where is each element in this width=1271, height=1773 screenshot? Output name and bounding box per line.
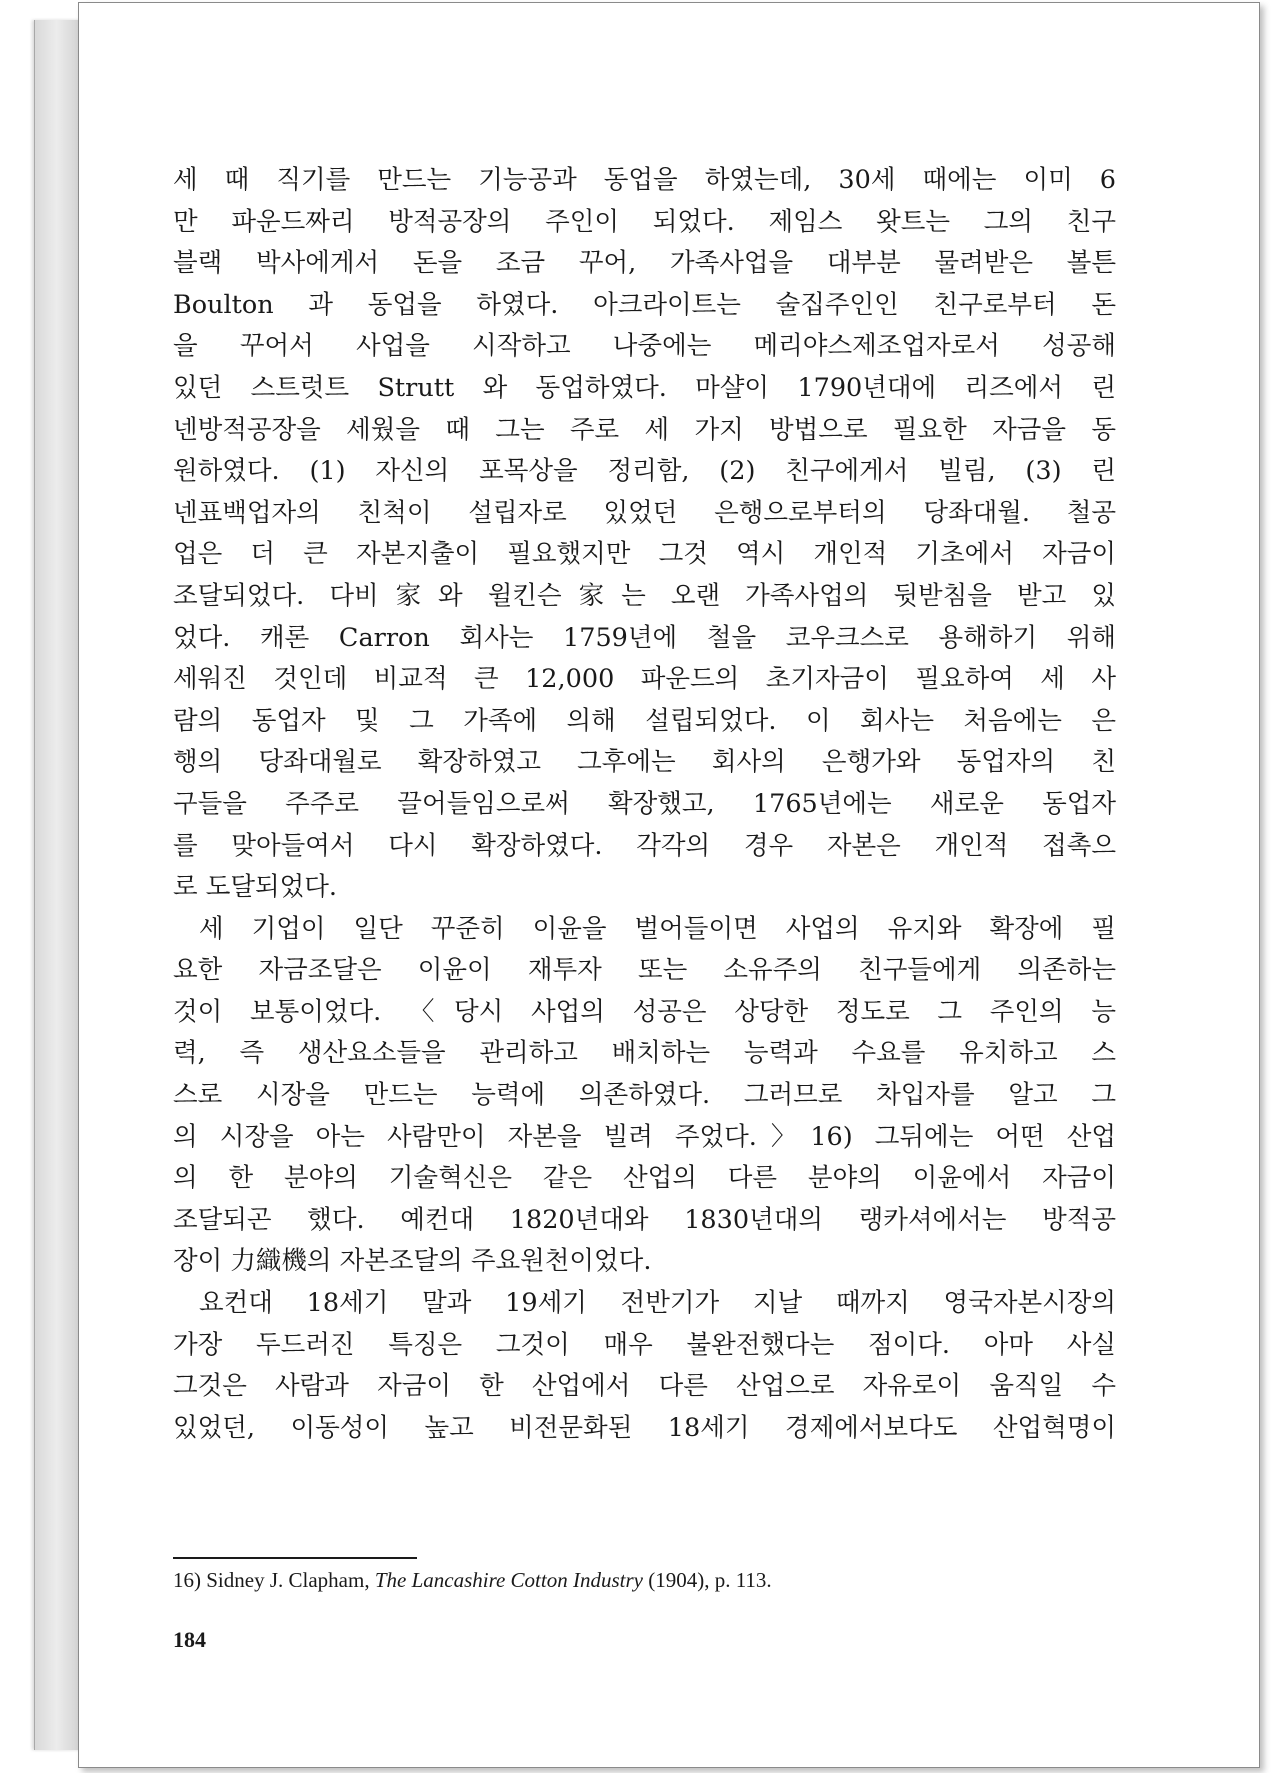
text-line: 조달되곤 했다. 예컨대 1820년대와 1830년대의 랭카셔에서는 방적공 [173,1204,1116,1235]
text-line: 블랙 박사에게서 돈을 조금 꾸어, 가족사업을 대부분 물려받은 볼튼 [173,248,1116,279]
text-line: 있던 스트럿트 Strutt 와 동업하였다. 마샬이 1790년대에 리즈에서 린 [173,372,1116,403]
text-line: 었다. 캐론 Carron 회사는 1759년에 철을 코우크스로 용해하기 위해 [173,622,1116,653]
text-line: 업은 더 큰 자본지출이 필요했지만 그것 역시 개인적 기초에서 자금이 [173,539,1116,570]
text-line: 조달되었다. 다비家와 윌킨슨家는 오랜 가족사업의 뒷받침을 받고 있 [173,580,1116,611]
text-line: 을 꾸어서 사업을 시작하고 나중에는 메리야스제조업자로서 성공해 [173,331,1116,362]
text-line: 장이 力織機의 자본조달의 주요원천이었다. [173,1246,652,1277]
text-line: 것이 보통이었다. 〈당시 사업의 성공은 상당한 정도로 그 주인의 능 [173,996,1116,1027]
footnote [173,1568,1116,1593]
footnote-author: Sidney J. Clapham, [206,1568,370,1592]
text-line: 의 한 분야의 기술혁신은 같은 산업의 다른 분야의 이윤에서 자금이 [173,1163,1116,1194]
text-line: 요한 자금조달은 이윤이 재투자 또는 소유주의 친구들에게 의존하는 [173,955,1116,986]
text-line: 로 도달되었다. [173,872,338,903]
body-text [173,160,1116,1449]
footnote-number: 16) [173,1568,201,1592]
text-line: 람의 동업자 및 그 가족에 의해 설립되었다. 이 회사는 처음에는 은 [173,705,1116,736]
text-line: 그것은 사람과 자금이 한 산업에서 다른 산업으로 자유로이 움직일 수 [173,1371,1116,1402]
text-line: 행의 당좌대월로 확장하였고 그후에는 회사의 은행가와 동업자의 친 [173,747,1116,778]
text-line: 구들을 주주로 끌어들임으로써 확장했고, 1765년에는 새로운 동업자 [173,788,1116,819]
text-line: 넨표백업자의 친척이 설립자로 있었던 은행으로부터의 당좌대월. 철공 [173,497,1116,528]
book-spine [34,20,83,1750]
text-line: 력, 즉 생산요소들을 관리하고 배치하는 능력과 수요를 유치하고 스 [173,1038,1116,1069]
text-line: 만 파운드짜리 방적공장의 주인이 되었다. 제임스 왓트는 그의 친구 [173,206,1116,237]
text-line: 를 맞아들여서 다시 확장하였다. 각각의 경우 자본은 개인적 접촉으 [173,830,1116,861]
footnote-rest: (1904), p. 113. [648,1568,772,1592]
text-line: 있었던, 이동성이 높고 비전문화된 18세기 경제에서보다도 산업혁명이 [173,1412,1116,1443]
text-line: 세워진 것인데 비교적 큰 12,000 파운드의 초기자금이 필요하여 세 사 [173,664,1116,695]
footnote-rule [173,1557,417,1559]
page-number: 184 [173,1627,206,1652]
footnote-title: The Lancashire Cotton Industry [374,1568,643,1592]
text-line: 원하였다. (1) 자신의 포목상을 정리함, (2) 친구에게서 빌림, (3) 린 [173,456,1116,487]
text-line: 넨방적공장을 세웠을 때 그는 주로 세 가지 방법으로 필요한 자금을 동 [173,414,1116,445]
text-line: 가장 두드러진 특징은 그것이 매우 불완전했다는 점이다. 아마 사실 [173,1329,1116,1360]
text-line: 스로 시장을 만드는 능력에 의존하였다. 그러므로 차입자를 알고 그 [173,1080,1116,1111]
text-line: 의 시장을 아는 사람만이 자본을 빌려 주었다.〉16) 그뒤에는 어떤 산업 [173,1121,1116,1152]
text-line: Boulton 과 동업을 하였다. 아크라이트는 술집주인인 친구로부터 돈 [173,289,1116,320]
text-line: 세 기업이 일단 꾸준히 이윤을 벌어들이면 사업의 유지와 확장에 필 [199,913,1116,944]
text-line: 세 때 직기를 만드는 기능공과 동업을 하였는데, 30세 때에는 이미 6 [173,165,1116,195]
text-line: 요컨대 18세기 말과 19세기 전반기가 지날 때까지 영국자본시장의 [199,1288,1116,1319]
